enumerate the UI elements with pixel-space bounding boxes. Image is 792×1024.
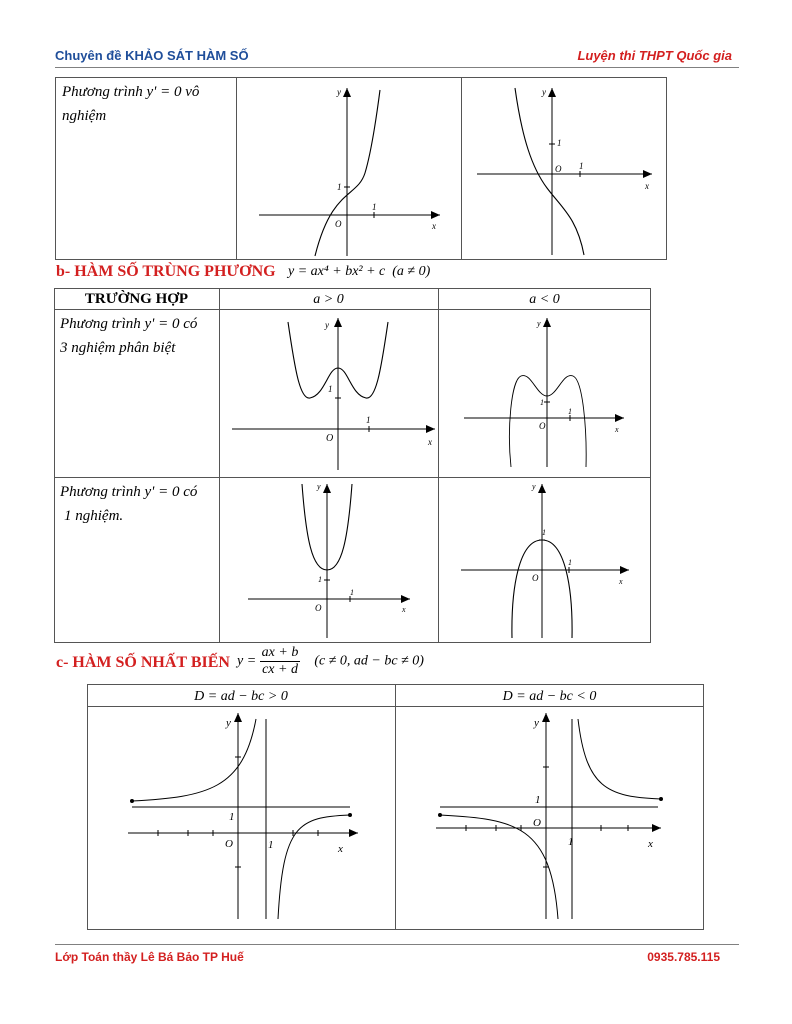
svg-text:x: x (402, 605, 406, 614)
graph-quartic-cap-shape (439, 478, 650, 642)
svg-text:y: y (317, 482, 321, 491)
section-c-formula: y = $\frac{ax + b}{cx + d}$ (c ≠ 0, ad − bc ≠ 0) (237, 645, 424, 677)
case-three-roots: Phương trình y' = 0 có 3 nghiệm phân biệt (60, 316, 198, 356)
svg-text:1: 1 (328, 384, 333, 394)
header-title: Chuyên đề KHẢO SÁT HÀM SỐ (55, 48, 249, 63)
col-header-d-negative: D = ad − bc < 0 (502, 689, 597, 704)
svg-text:x: x (619, 577, 623, 586)
section-b-formula: y = ax⁴ + bx² + c (a ≠ 0) (288, 264, 431, 279)
footer-phone: 0935.785.115 (647, 950, 720, 964)
svg-text:O: O (555, 164, 562, 174)
svg-text:1: 1 (568, 836, 574, 848)
svg-text:x: x (645, 181, 649, 191)
svg-text:y: y (532, 482, 536, 491)
svg-text:O: O (335, 219, 342, 229)
svg-text:1: 1 (318, 575, 322, 584)
svg-text:O: O (225, 838, 233, 850)
svg-text:1: 1 (372, 202, 377, 212)
svg-text:O: O (533, 817, 541, 829)
footer-divider (55, 944, 739, 945)
col-header-d-positive: D = ad − bc > 0 (194, 689, 288, 704)
col-header-case: TRƯỜNG HỢP (84, 291, 189, 307)
svg-text:O: O (539, 421, 546, 431)
svg-text:x: x (428, 437, 432, 447)
col-header-a-negative: a < 0 (529, 292, 560, 307)
graph-hyperbola-d-negative (396, 707, 703, 929)
graph-hyperbola-d-positive (88, 707, 394, 929)
graph-cubic-decreasing (462, 78, 666, 259)
svg-text:1: 1 (366, 415, 371, 425)
svg-text:1: 1 (229, 811, 235, 823)
footer-author: Lớp Toán thầy Lê Bá Bảo TP Huế (55, 950, 244, 964)
col-header-a-positive: a > 0 (313, 292, 344, 307)
header-subtitle: Luyện thi THPT Quốc gia (577, 48, 732, 63)
svg-text:1: 1 (535, 794, 541, 806)
svg-text:x: x (615, 425, 619, 434)
svg-text:y: y (537, 319, 541, 328)
svg-text:1: 1 (268, 839, 274, 851)
svg-text:O: O (326, 433, 334, 444)
svg-text:1: 1 (542, 528, 546, 537)
svg-text:1: 1 (579, 161, 584, 171)
svg-text:y: y (337, 87, 341, 97)
graph-quartic-w-shape (220, 310, 437, 476)
case-text: Phương trình y' = 0 vô nghiệm (62, 84, 200, 124)
case-one-root: Phương trình y' = 0 có 1 nghiệm. (60, 484, 198, 524)
svg-text:1: 1 (337, 182, 342, 192)
svg-text:y: y (542, 87, 546, 97)
graph-quartic-u-shape (220, 478, 437, 642)
svg-text:x: x (648, 838, 653, 850)
svg-text:O: O (532, 573, 539, 583)
graph-quartic-m-shape (439, 310, 650, 476)
svg-text:1: 1 (557, 138, 562, 148)
header-divider (55, 67, 739, 68)
svg-text:x: x (338, 843, 343, 855)
svg-text:1: 1 (350, 588, 354, 597)
svg-text:x: x (432, 221, 436, 231)
svg-text:y: y (534, 717, 539, 729)
svg-text:1: 1 (540, 398, 544, 407)
section-c-title: c- HÀM SỐ NHẤT BIẾN (56, 654, 230, 671)
graph-cubic-increasing (237, 78, 460, 259)
svg-text:y: y (226, 717, 231, 729)
svg-text:y: y (325, 320, 329, 330)
fraction: $\frac{ax + b}{cx + d}$ (261, 645, 299, 677)
svg-text:O: O (315, 603, 322, 613)
svg-text:1: 1 (568, 558, 572, 567)
section-b-title: b- HÀM SỐ TRÙNG PHƯƠNG (56, 263, 276, 280)
svg-text:1: 1 (568, 407, 572, 416)
